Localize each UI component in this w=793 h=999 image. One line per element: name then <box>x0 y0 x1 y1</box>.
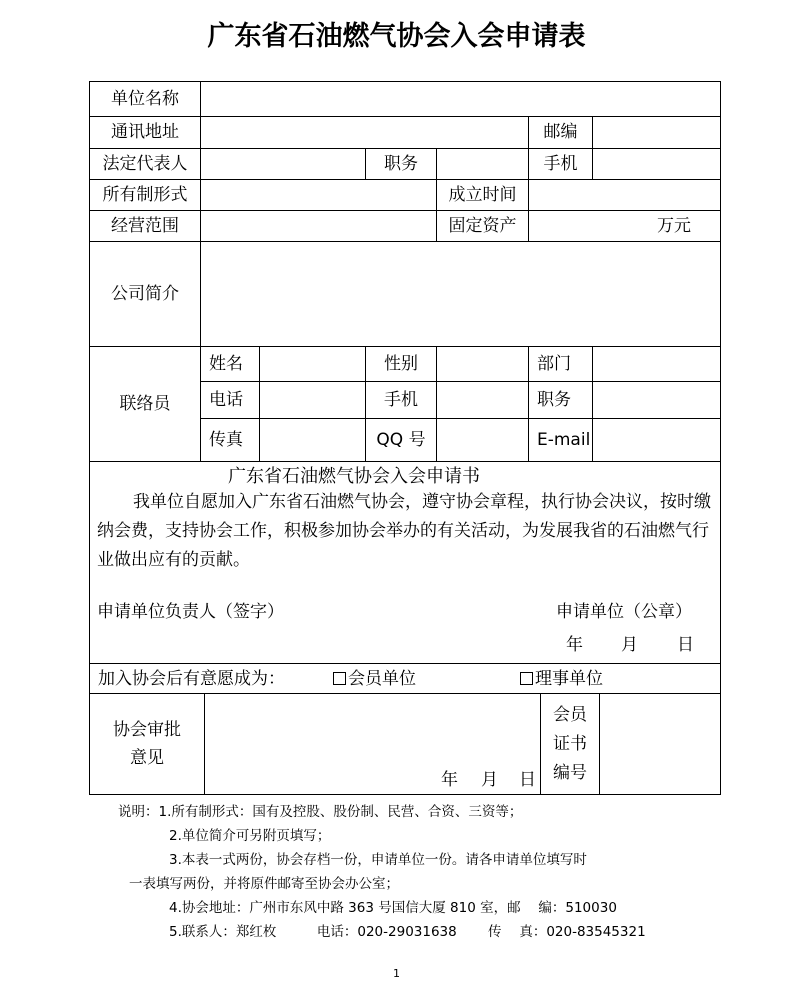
legal-rep-mobile-field[interactable] <box>592 148 721 180</box>
contact-gender-label: 性别 <box>365 346 437 382</box>
approval-field[interactable] <box>204 693 541 795</box>
company-intro-label: 公司简介 <box>89 241 201 347</box>
pledge-body: 我单位自愿加入广东省石油燃气协会，遵守协会章程，执行协会决议，按时缴纳会费，支持协会工作，积极参加协会举办的有关活动，为发展我省的石油燃气行业做出应有的贡献。 <box>97 492 711 570</box>
contact-position-field[interactable] <box>592 381 721 419</box>
note-line: 一表填写两份，并将原件邮寄至协会办公室； <box>129 876 399 892</box>
founded-label: 成立时间 <box>436 179 529 211</box>
fixed-assets-label: 固定资产 <box>436 210 529 242</box>
contact-dept-label: 部门 <box>528 346 593 382</box>
pledge-day: 日 <box>677 635 694 655</box>
contact-phone-label: 电话 <box>200 381 260 419</box>
membership-row <box>89 663 721 694</box>
legal-rep-mobile-label: 手机 <box>528 148 593 180</box>
fixed-assets-field[interactable] <box>528 210 721 242</box>
contact-name-field[interactable] <box>259 346 366 382</box>
approval-label <box>89 693 205 795</box>
approval-month: 月 <box>481 770 498 790</box>
member-option-label: 会员单位 <box>348 669 416 689</box>
postcode-label: 邮编 <box>528 116 593 149</box>
approval-year: 年 <box>441 770 458 790</box>
legal-rep-label: 法定代表人 <box>89 148 201 180</box>
cert-label-line2: 证书 <box>553 733 587 754</box>
ownership-label: 所有制形式 <box>89 179 201 211</box>
contact-phone-field[interactable] <box>259 381 366 419</box>
contact-name-label: 姓名 <box>200 346 260 382</box>
cert-label-line1: 会员 <box>553 704 587 725</box>
member-option[interactable] <box>333 669 416 689</box>
form-title: 广东省石油燃气协会入会申请表 <box>207 21 586 52</box>
contact-fax-field[interactable] <box>259 418 366 462</box>
assets-unit: 万元 <box>657 216 691 236</box>
contact-fax-label: 传真 <box>200 418 260 462</box>
address-label: 通讯地址 <box>89 116 201 149</box>
legal-rep-position-label: 职务 <box>365 148 437 180</box>
pledge-month: 月 <box>621 635 638 655</box>
membership-prompt: 加入协会后有意愿成为： <box>98 669 285 689</box>
business-scope-field[interactable] <box>200 210 437 242</box>
legal-rep-field[interactable] <box>200 148 366 180</box>
contact-gender-field[interactable] <box>436 346 529 382</box>
note-line: 说明：1.所有制形式：国有及控股、股份制、民营、合资、三资等； <box>118 804 523 820</box>
company-intro-field[interactable] <box>200 241 721 347</box>
cert-number-label <box>540 693 600 795</box>
council-option-label: 理事单位 <box>535 669 603 689</box>
member-checkbox[interactable] <box>333 672 346 685</box>
postcode-field[interactable] <box>592 116 721 149</box>
page-number: 1 <box>393 967 400 980</box>
cert-label-line3: 编号 <box>553 762 587 783</box>
unit-name-label: 单位名称 <box>89 81 201 117</box>
contact-mobile-label: 手机 <box>365 381 437 419</box>
contact-mobile-field[interactable] <box>436 381 529 419</box>
pledge-title: 广东省石油燃气协会入会申请书 <box>228 466 480 487</box>
unit-name-field[interactable] <box>200 81 721 117</box>
address-field[interactable] <box>200 116 529 149</box>
signer-label: 申请单位负责人（签字） <box>97 602 284 622</box>
contact-label: 联络员 <box>89 346 201 462</box>
contact-qq-field[interactable] <box>436 418 529 462</box>
contact-qq-label: QQ 号 <box>365 418 437 462</box>
contact-email-field[interactable] <box>592 418 721 462</box>
cert-number-field[interactable] <box>599 693 721 795</box>
business-scope-label: 经营范围 <box>89 210 201 242</box>
legal-rep-position-field[interactable] <box>436 148 529 180</box>
contact-position-label: 职务 <box>528 381 593 419</box>
approval-day: 日 <box>519 770 536 790</box>
note-line: 3.本表一式两份，协会存档一份，申请单位一份。请各申请单位填写时 <box>169 852 587 868</box>
note-line: 2.单位简介可另附页填写； <box>169 828 331 844</box>
approval-label-line2: 意见 <box>130 748 164 768</box>
note-line: 5.联系人：郑红枚 电话：020-29031638 传 真：020-83545321 <box>169 924 646 940</box>
contact-dept-field[interactable] <box>592 346 721 382</box>
seal-label: 申请单位（公章） <box>556 602 692 622</box>
council-checkbox[interactable] <box>520 672 533 685</box>
pledge-year: 年 <box>566 635 583 655</box>
contact-email-label: E-mail <box>528 418 593 462</box>
council-option[interactable] <box>520 669 603 689</box>
approval-label-line1: 协会审批 <box>113 719 181 740</box>
founded-field[interactable] <box>528 179 721 211</box>
note-line: 4.协会地址：广州市东风中路 363 号国信大厦 810 室，邮 编：510030 <box>169 900 617 916</box>
ownership-field[interactable] <box>200 179 437 211</box>
